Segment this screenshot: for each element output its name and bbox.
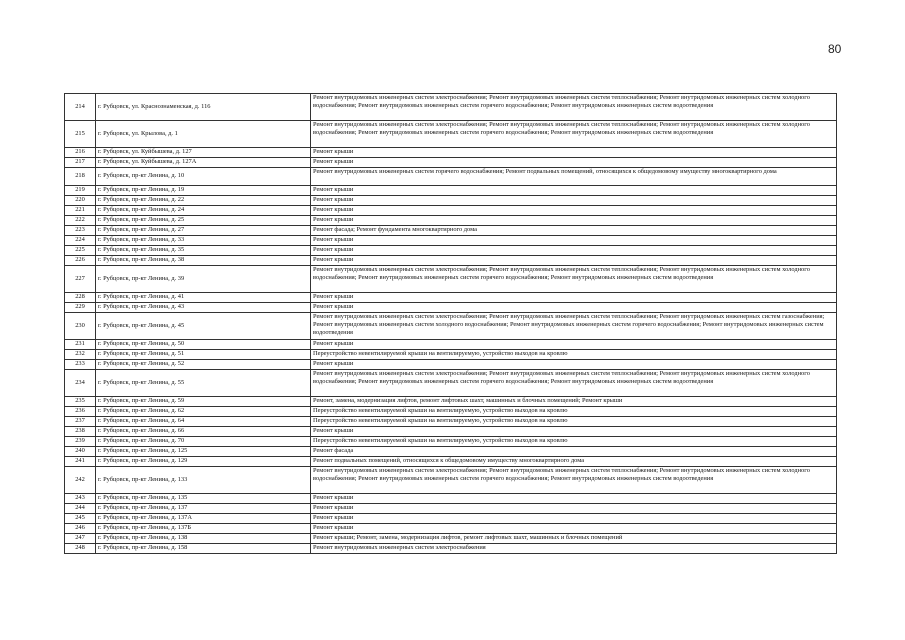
repair-register-table <box>64 93 837 554</box>
row-address: г. Рубцовск, пр-кт Ленина, д. 52 <box>96 360 311 370</box>
row-works: Ремонт крыши <box>311 246 837 256</box>
row-address: г. Рубцовск, пр-кт Ленина, д. 129 <box>96 457 311 467</box>
row-works: Ремонт крыши <box>311 340 837 350</box>
row-works: Ремонт внутридомовых инженерных систем электроснабжения <box>311 544 837 554</box>
row-number: 222 <box>65 216 96 226</box>
row-works: Ремонт крыши; Ремонт, замена, модернизация лифтов, ремонт лифтовых шахт, машинных и блочных помещений <box>311 534 837 544</box>
table-row <box>65 340 837 350</box>
row-number: 238 <box>65 427 96 437</box>
row-address: г. Рубцовск, пр-кт Ленина, д. 125 <box>96 447 311 457</box>
table-row <box>65 407 837 417</box>
row-works: Ремонт крыши <box>311 514 837 524</box>
row-works: Ремонт, замена, модернизация лифтов, ремонт лифтовых шахт, машинных и блочных помещений; Ремонт крыши <box>311 397 837 407</box>
row-works: Ремонт крыши <box>311 293 837 303</box>
table-row <box>65 504 837 514</box>
table-row <box>65 370 837 397</box>
table-row <box>65 226 837 236</box>
row-works: Ремонт крыши <box>311 427 837 437</box>
row-address: г. Рубцовск, ул. Крылова, д. 1 <box>96 121 311 148</box>
row-number: 235 <box>65 397 96 407</box>
row-number: 245 <box>65 514 96 524</box>
row-address: г. Рубцовск, пр-кт Ленина, д. 137Б <box>96 524 311 534</box>
table-row <box>65 256 837 266</box>
row-number: 231 <box>65 340 96 350</box>
row-address: г. Рубцовск, пр-кт Ленина, д. 43 <box>96 303 311 313</box>
row-number: 236 <box>65 407 96 417</box>
row-address: г. Рубцовск, пр-кт Ленина, д. 62 <box>96 407 311 417</box>
row-works: Ремонт крыши <box>311 256 837 266</box>
row-works: Ремонт крыши <box>311 360 837 370</box>
row-address: г. Рубцовск, пр-кт Ленина, д. 138 <box>96 534 311 544</box>
row-address: г. Рубцовск, ул. Куйбышева, д. 127А <box>96 158 311 168</box>
row-number: 224 <box>65 236 96 246</box>
row-number: 230 <box>65 313 96 340</box>
row-works: Ремонт внутридомовых инженерных систем электроснабжения; Ремонт внутридомовых инженерных систем теплоснабжения; Ремонт внутридомовых инженерных систем холодного водоснабжения; Ремонт внутридомовых инженерных систем горячего водоснабжения; Ремонт внутридомовых инженерных систем водоотведения <box>311 370 837 397</box>
row-address: г. Рубцовск, пр-кт Ленина, д. 66 <box>96 427 311 437</box>
row-address: г. Рубцовск, пр-кт Ленина, д. 55 <box>96 370 311 397</box>
table-row <box>65 494 837 504</box>
row-works: Ремонт крыши <box>311 158 837 168</box>
row-number: 220 <box>65 196 96 206</box>
row-number: 234 <box>65 370 96 397</box>
row-works: Переустройство невентилируемой крыши на вентилируемую, устройство выходов на кровлю <box>311 417 837 427</box>
row-address: г. Рубцовск, пр-кт Ленина, д. 19 <box>96 186 311 196</box>
row-works: Ремонт крыши <box>311 494 837 504</box>
row-address: г. Рубцовск, пр-кт Ленина, д. 137А <box>96 514 311 524</box>
row-number: 216 <box>65 148 96 158</box>
table-row <box>65 293 837 303</box>
row-works: Ремонт подвальных помещений, относящихся к общедомовому имуществу многоквартирного дома <box>311 457 837 467</box>
table-row <box>65 467 837 494</box>
row-works: Ремонт крыши <box>311 504 837 514</box>
page-number: 80 <box>828 42 842 56</box>
row-number: 229 <box>65 303 96 313</box>
row-number: 221 <box>65 206 96 216</box>
row-works: Ремонт фасада <box>311 447 837 457</box>
row-number: 218 <box>65 168 96 186</box>
table-row <box>65 534 837 544</box>
table-row <box>65 417 837 427</box>
table-row <box>65 236 837 246</box>
row-works: Переустройство невентилируемой крыши на вентилируемую, устройство выходов на кровлю <box>311 407 837 417</box>
row-address: г. Рубцовск, пр-кт Ленина, д. 33 <box>96 236 311 246</box>
table-row <box>65 246 837 256</box>
row-works: Переустройство невентилируемой крыши на вентилируемую, устройство выходов на кровлю <box>311 350 837 360</box>
row-number: 242 <box>65 467 96 494</box>
row-number: 248 <box>65 544 96 554</box>
row-address: г. Рубцовск, пр-кт Ленина, д. 35 <box>96 246 311 256</box>
row-number: 239 <box>65 437 96 447</box>
row-address: г. Рубцовск, пр-кт Ленина, д. 158 <box>96 544 311 554</box>
table-row <box>65 121 837 148</box>
row-works: Ремонт крыши <box>311 148 837 158</box>
row-address: г. Рубцовск, пр-кт Ленина, д. 27 <box>96 226 311 236</box>
row-works: Ремонт внутридомовых инженерных систем электроснабжения; Ремонт внутридомовых инженерных систем теплоснабжения; Ремонт внутридомовых инженерных систем холодного водоснабжения; Ремонт внутридомовых инженерных систем горячего водоснабжения; Ремонт внутридомовых инженерных систем водоотведения <box>311 121 837 148</box>
row-number: 214 <box>65 94 96 121</box>
row-number: 237 <box>65 417 96 427</box>
row-number: 233 <box>65 360 96 370</box>
table-row <box>65 360 837 370</box>
row-address: г. Рубцовск, пр-кт Ленина, д. 50 <box>96 340 311 350</box>
row-address: г. Рубцовск, пр-кт Ленина, д. 39 <box>96 266 311 293</box>
row-number: 232 <box>65 350 96 360</box>
row-works: Ремонт внутридомовых инженерных систем электроснабжения; Ремонт внутридомовых инженерных систем теплоснабжения; Ремонт внутридомовых инженерных систем холодного водоснабжения; Ремонт внутридомовых инженерных систем горячего водоснабжения; Ремонт внутридомовых инженерных систем водоотведения <box>311 94 837 121</box>
table-row <box>65 206 837 216</box>
table-row <box>65 313 837 340</box>
row-number: 227 <box>65 266 96 293</box>
row-address: г. Рубцовск, пр-кт Ленина, д. 24 <box>96 206 311 216</box>
table-row <box>65 397 837 407</box>
row-address: г. Рубцовск, пр-кт Ленина, д. 51 <box>96 350 311 360</box>
row-address: г. Рубцовск, пр-кт Ленина, д. 41 <box>96 293 311 303</box>
row-number: 243 <box>65 494 96 504</box>
row-address: г. Рубцовск, пр-кт Ленина, д. 70 <box>96 437 311 447</box>
row-address: г. Рубцовск, пр-кт Ленина, д. 22 <box>96 196 311 206</box>
row-number: 223 <box>65 226 96 236</box>
row-address: г. Рубцовск, пр-кт Ленина, д. 59 <box>96 397 311 407</box>
table-row <box>65 196 837 206</box>
row-number: 217 <box>65 158 96 168</box>
row-address: г. Рубцовск, пр-кт Ленина, д. 10 <box>96 168 311 186</box>
row-number: 228 <box>65 293 96 303</box>
row-number: 219 <box>65 186 96 196</box>
row-address: г. Рубцовск, пр-кт Ленина, д. 45 <box>96 313 311 340</box>
table-row <box>65 94 837 121</box>
table-row <box>65 514 837 524</box>
row-works: Ремонт крыши <box>311 216 837 226</box>
row-works: Ремонт крыши <box>311 303 837 313</box>
table-row <box>65 457 837 467</box>
table-row <box>65 524 837 534</box>
table-row <box>65 427 837 437</box>
row-works: Ремонт внутридомовых инженерных систем электроснабжения; Ремонт внутридомовых инженерных систем теплоснабжения; Ремонт внутридомовых инженерных систем холодного водоснабжения; Ремонт внутридомовых инженерных систем горячего водоснабжения; Ремонт внутридомовых инженерных систем водоотведения <box>311 467 837 494</box>
table-row <box>65 148 837 158</box>
table-row <box>65 216 837 226</box>
row-number: 247 <box>65 534 96 544</box>
row-works: Ремонт фасада; Ремонт фундамента многоквартирного дома <box>311 226 837 236</box>
row-number: 241 <box>65 457 96 467</box>
row-address: г. Рубцовск, ул. Краснознаменская, д. 116 <box>96 94 311 121</box>
table-body <box>65 94 837 554</box>
row-works: Ремонт внутридомовых инженерных систем электроснабжения; Ремонт внутридомовых инженерных систем теплоснабжения; Ремонт внутридомовых инженерных систем газоснабжения; Ремонт внутридомовых инженерных систем холодного водоснабжения; Ремонт внутридомовых инженерных систем горячего водоснабжения; Ремонт внутридомовых инженерных систем водоотведения <box>311 313 837 340</box>
row-works: Ремонт крыши <box>311 196 837 206</box>
row-address: г. Рубцовск, ул. Куйбышева, д. 127 <box>96 148 311 158</box>
row-address: г. Рубцовск, пр-кт Ленина, д. 137 <box>96 504 311 514</box>
row-address: г. Рубцовск, пр-кт Ленина, д. 133 <box>96 467 311 494</box>
row-number: 246 <box>65 524 96 534</box>
table-row <box>65 266 837 293</box>
row-works: Ремонт внутридомовых инженерных систем горячего водоснабжения; Ремонт подвальных помещений, относящихся к общедомовому имуществу многоквартирного дома <box>311 168 837 186</box>
table-row <box>65 544 837 554</box>
row-works: Ремонт крыши <box>311 524 837 534</box>
row-number: 225 <box>65 246 96 256</box>
row-works: Переустройство невентилируемой крыши на вентилируемую, устройство выходов на кровлю <box>311 437 837 447</box>
row-address: г. Рубцовск, пр-кт Ленина, д. 38 <box>96 256 311 266</box>
row-address: г. Рубцовск, пр-кт Ленина, д. 25 <box>96 216 311 226</box>
table-row <box>65 303 837 313</box>
table-row <box>65 168 837 186</box>
table-row <box>65 186 837 196</box>
row-works: Ремонт крыши <box>311 236 837 246</box>
row-address: г. Рубцовск, пр-кт Ленина, д. 64 <box>96 417 311 427</box>
row-works: Ремонт крыши <box>311 186 837 196</box>
row-number: 244 <box>65 504 96 514</box>
row-number: 226 <box>65 256 96 266</box>
table-row <box>65 158 837 168</box>
row-number: 215 <box>65 121 96 148</box>
row-works: Ремонт крыши <box>311 206 837 216</box>
table-row <box>65 350 837 360</box>
row-number: 240 <box>65 447 96 457</box>
table-row <box>65 437 837 447</box>
row-works: Ремонт внутридомовых инженерных систем электроснабжения; Ремонт внутридомовых инженерных систем теплоснабжения; Ремонт внутридомовых инженерных систем холодного водоснабжения; Ремонт внутридомовых инженерных систем горячего водоснабжения; Ремонт внутридомовых инженерных систем водоотведения <box>311 266 837 293</box>
table-row <box>65 447 837 457</box>
row-address: г. Рубцовск, пр-кт Ленина, д. 135 <box>96 494 311 504</box>
